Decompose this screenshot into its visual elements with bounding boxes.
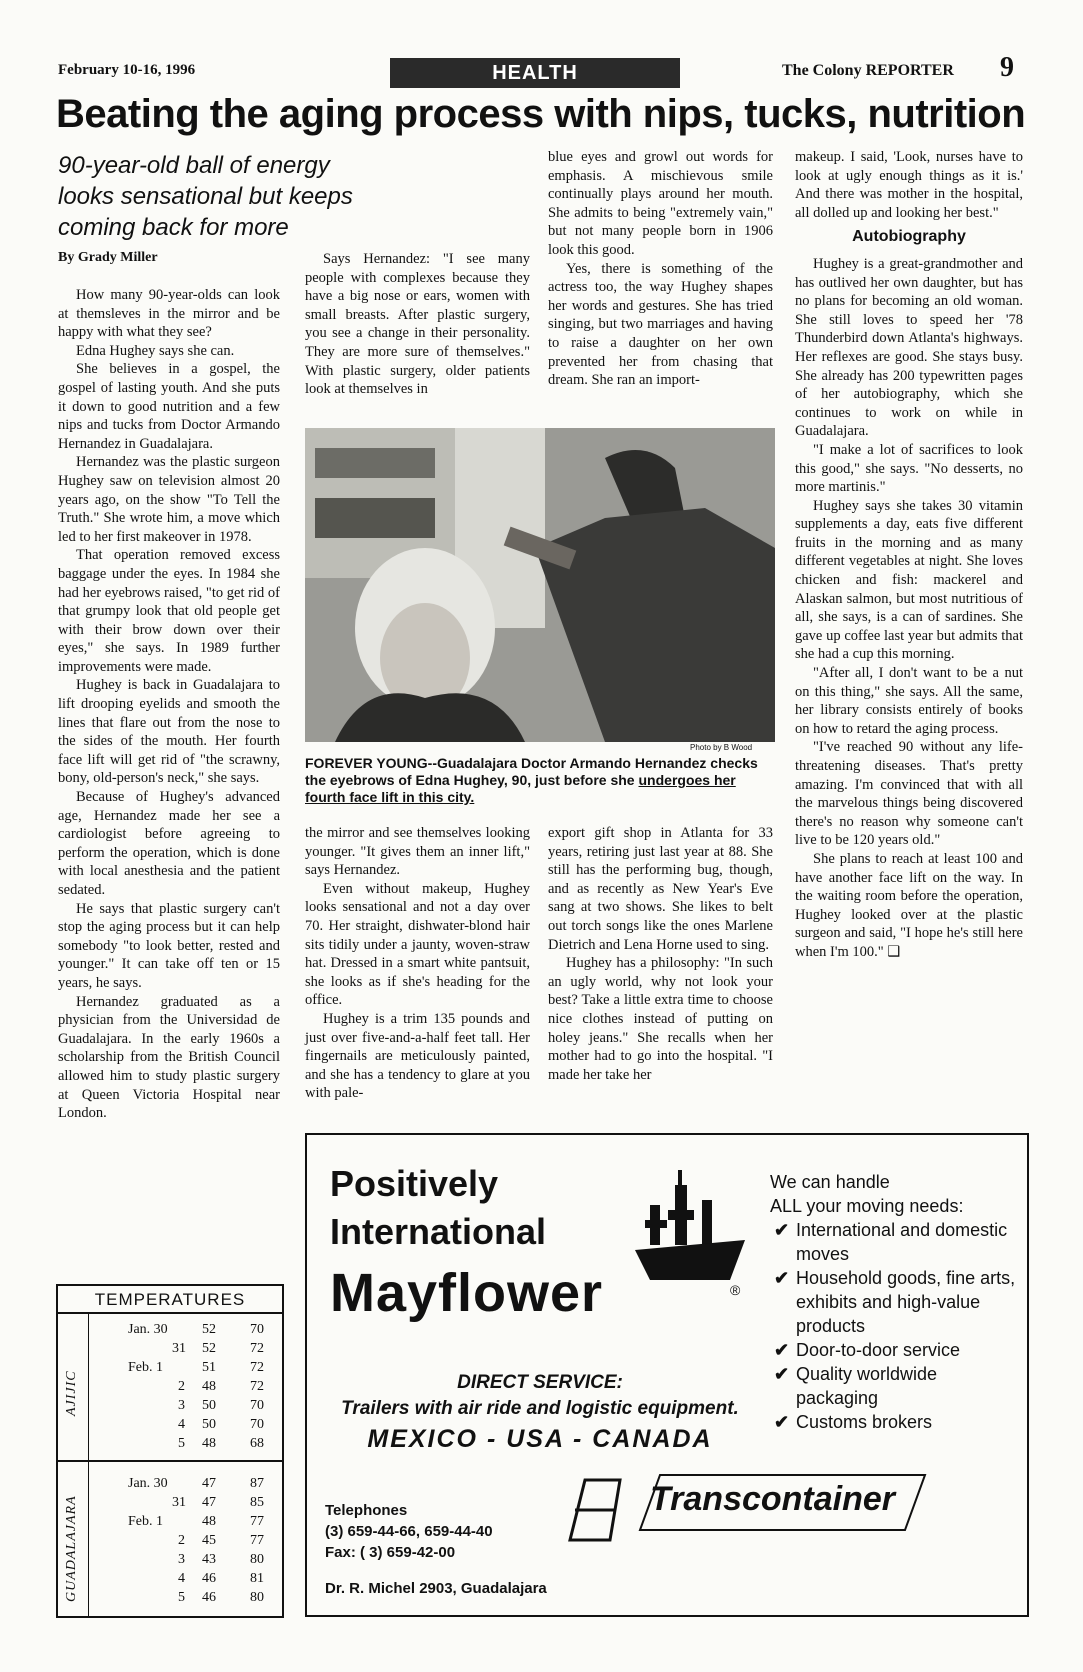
paragraph: "After all, I don't want to be a nut on this thing," she says. All the same, her library consists entirely of books on how to retard the aging process. bbox=[795, 665, 1023, 737]
newspaper-name: The Colony REPORTER bbox=[782, 62, 954, 79]
list-item: ✔ Door-to-door service bbox=[774, 1340, 961, 1360]
table-row: 2 48 72 bbox=[178, 1379, 264, 1394]
paragraph: Hughey is back in Guadalajara to lift drooping eyelids and smooth the lines that flare out from the nose to the sides of the mouth. Her fourth face lift will get rid of "the scrawny, bony, old-person's neck," she says. bbox=[58, 677, 280, 787]
registered-mark: ® bbox=[730, 1282, 741, 1298]
table-row: 2 45 77 bbox=[178, 1533, 264, 1548]
byline: By Grady Miller bbox=[58, 250, 158, 265]
check-icon: ✔ bbox=[774, 1268, 790, 1288]
article-photo bbox=[305, 428, 775, 742]
paragraph: Says Hernandez: "I see many people with complexes because they have a big nose or ears, women with small breasts. After plastic surgery, you see a change in their personality. They are more sure of themselves." With plastic surgery, older patients look at themselves in bbox=[305, 251, 530, 398]
list-item: ✔ Customs brokers bbox=[774, 1412, 933, 1432]
table-row: 4 50 70 bbox=[178, 1417, 264, 1432]
paragraph: blue eyes and growl out words for emphasis. A mischievous smile continually plays around her mouth. She admits to being "extremely vain," but not many people born in 1906 look this good. bbox=[548, 149, 773, 258]
paragraph: "I've reached 90 without any life-threatening diseases. That's pretty amazing. I'm convinced that with all the marvelous things being discovered there's no reason why someone can't live to be 120 years old." bbox=[795, 739, 1023, 849]
paragraph: She believes in a gospel, the gospel of lasting youth. And she puts it down to good nutrition and a few nips and tucks from Doctor Armando Hernandez in Guadalajara. bbox=[58, 361, 280, 452]
paragraph: "I make a lot of sacrifices to look this good," she says. "No desserts, no more martinis." bbox=[795, 441, 1023, 496]
caption-text-underlined: undergoes her fourth face lift in this city. bbox=[305, 772, 736, 805]
table-row: 5 46 80 bbox=[178, 1590, 264, 1605]
paragraph: Even without makeup, Hughey looks sensational and not a day over 70. Her straight, dishwater-blond hair sits tidily under a jaunty, woven-straw hat. Dressed in a smart white pantsuit, she looks as if she's heading for the office. bbox=[305, 880, 530, 1009]
divider bbox=[58, 1460, 282, 1462]
temperatures-table bbox=[56, 1284, 284, 1618]
ad-company-logo-text: Transcontainer bbox=[650, 1480, 896, 1518]
paragraph: Hernandez was the plastic surgeon Hughey saw on television almost 20 years ago, on the show "To Tell the Truth." She wrote him, a move which led to her first makeover in 1978. bbox=[58, 454, 280, 545]
headline: Beating the aging process with nips, tucks, nutrition bbox=[56, 92, 1026, 136]
ad-brand-name: Mayflower bbox=[330, 1263, 604, 1323]
table-row: Feb. 1 51 72 bbox=[128, 1360, 264, 1375]
article-column-3-top bbox=[548, 148, 773, 390]
divider bbox=[88, 1312, 89, 1616]
paragraph: That operation removed excess baggage under the eyes. In 1984 she had her eyebrows raised, "to get rid of that grumpy look that old people get with their brow down over their eyes," she says. In 1989 further improvements were made. bbox=[58, 547, 280, 675]
table-row: 31 47 85 bbox=[172, 1495, 264, 1510]
photo-caption bbox=[305, 755, 775, 806]
table-row: 5 48 68 bbox=[178, 1436, 264, 1451]
truck-logo-icon bbox=[560, 1470, 640, 1550]
list-item: ✔ International and domestic moves bbox=[774, 1220, 1008, 1264]
paragraph: export gift shop in Atlanta for 33 years, retiring just last year at 88. She still has the performing bug, though, and as recently as New Year's Eve sang at two shows. She likes to belt out torch songs like the ones Marlene Dietrich and Lena Horne used to sing. bbox=[548, 825, 773, 953]
article-column-4 bbox=[795, 148, 1023, 962]
ad-services-list bbox=[770, 1170, 1020, 1434]
caption-text: FOREVER YOUNG--Guadalajara Doctor Armando Hernandez checks the eyebrows of Edna Hughey, 90, just before she bbox=[305, 755, 758, 788]
paragraph: Hughey is a great-grandmother and has outlived her own daughter, but has no plans for becoming an old woman. She still loves to speed her '78 Thunderbird down Atlanta's highways. Her reflexes are good. She stays busy. She already has 200 typewritten pages of her autobiography, which she continues to work on while in Guadalajara. bbox=[795, 255, 1023, 440]
check-icon: ✔ bbox=[774, 1340, 790, 1360]
issue-date: February 10-16, 1996 bbox=[58, 62, 196, 78]
paragraph: Hernandez graduated as a physician from the Universidad de Guadalajara. In the early 1960s a scholarship from the British Council allowed him to study plastic surgery at Queen Victoria Hospital near London. bbox=[58, 993, 280, 1122]
article-column-3-bottom bbox=[548, 824, 773, 1084]
paragraph: Yes, there is something of the actress too, the way Hughey shapes her words and gestures. She has tried singing, but two marriages and having to raise a daughter on her own prevented her from chasing that dream. She ran an import- bbox=[548, 260, 773, 389]
ad-tagline: Positively International bbox=[330, 1163, 547, 1252]
photo-credit: Photo by B Wood bbox=[690, 743, 753, 752]
photo-illustration bbox=[305, 428, 775, 742]
paragraph: He says that plastic surgery can't stop the aging process but it can help somebody "to look better, rested and younger." It can take off ten or 15 years, he says. bbox=[58, 900, 280, 991]
paragraph: How many 90-year-olds can look at themsleves in the mirror and be happy with what they see? bbox=[58, 287, 280, 341]
table-row: 4 46 81 bbox=[178, 1571, 264, 1586]
list-item: ✔ Household goods, fine arts, exhibits and high-value products bbox=[774, 1268, 1016, 1336]
check-icon: ✔ bbox=[774, 1220, 790, 1240]
ad-direct-service: DIRECT SERVICE: Trailers with air ride and logistic equipment. MEXICO - USA - CANADA bbox=[341, 1372, 739, 1453]
paragraph: makeup. I said, 'Look, nurses have to look at ugly enough things as it is.' And there was mother in the hospital, all dolled up and looking her best." bbox=[795, 149, 1023, 221]
paragraph: She plans to reach at least 100 and have another face lift on the way. In the waiting room before the operation, Hughey looked over at the plastic surgeon and said, "I hope he's still here when I'm 100." ❑ bbox=[795, 850, 1023, 960]
paragraph: Hughey says she takes 30 vitamin supplements a day, eats five different fruits in the morning and as many different vegetables at night. She loves chicken and fish: mackerel and Alaskan salmon, but most nutritious of all, she says, is a can of sardines. She gave up coffee last year but admits that she had a cup this morning. bbox=[795, 497, 1023, 663]
divider bbox=[58, 1312, 282, 1314]
paragraph: Edna Hughey says she can. bbox=[76, 342, 235, 359]
temperatures-title: TEMPERATURES bbox=[94, 1290, 246, 1309]
check-icon: ✔ bbox=[774, 1364, 790, 1384]
article-column-2-top bbox=[305, 250, 530, 399]
ad-address: Dr. R. Michel 2903, Guadalajara bbox=[325, 1580, 547, 1597]
section-subheading: Autobiography bbox=[852, 228, 966, 246]
ship-logo-icon bbox=[630, 1165, 750, 1295]
page-number: 9 bbox=[1000, 52, 1014, 83]
article-column-1 bbox=[58, 286, 280, 1123]
ad-intro: ALL your moving needs: bbox=[770, 1196, 964, 1216]
location-label-guadalajara: GUADALAJARA bbox=[64, 1495, 79, 1602]
article-column-2-bottom bbox=[305, 824, 530, 1103]
location-label-ajijic: AJIJIC bbox=[64, 1370, 79, 1416]
table-row: Jan. 30 52 70 bbox=[128, 1322, 264, 1337]
ad-intro: We can handle bbox=[770, 1172, 890, 1192]
paragraph: Because of Hughey's advanced age, Hernandez made her see a cardiologist before agreeing to perform the operation, which is done with local anesthesia and the patient sedated. bbox=[58, 789, 280, 898]
table-row: 3 43 80 bbox=[178, 1552, 264, 1567]
section-banner: HEALTH bbox=[390, 58, 680, 88]
table-row: Feb. 1 48 77 bbox=[128, 1514, 264, 1529]
subheadline: 90-year-old ball of energy looks sensational but keeps coming back for more bbox=[58, 152, 353, 241]
ad-contact: Telephones (3) 659-44-66, 659-44-40 Fax: ( 3) 659-42-00 bbox=[325, 1502, 493, 1561]
list-item: ✔ Quality worldwide packaging bbox=[774, 1364, 938, 1408]
check-icon: ✔ bbox=[774, 1412, 790, 1432]
table-row: Jan. 30 47 87 bbox=[128, 1476, 264, 1491]
paragraph: the mirror and see themselves looking younger. "It gives them an inner lift," says Hernandez. bbox=[305, 825, 530, 879]
paragraph: Hughey has a philosophy: "In such an ugly world, why not look your best? Take a little extra time to choose nice clothes instead of putting on holey jeans." She recalls when her mother had to go into the hospital. "I made her take her bbox=[548, 955, 773, 1083]
paragraph: Hughey is a trim 135 pounds and just over five-and-a-half feet tall. Her fingernails are meticulously painted, and she has a tendency to glare at you with pale- bbox=[305, 1010, 530, 1102]
table-row: 31 52 72 bbox=[172, 1341, 264, 1356]
table-row: 3 50 70 bbox=[178, 1398, 264, 1413]
